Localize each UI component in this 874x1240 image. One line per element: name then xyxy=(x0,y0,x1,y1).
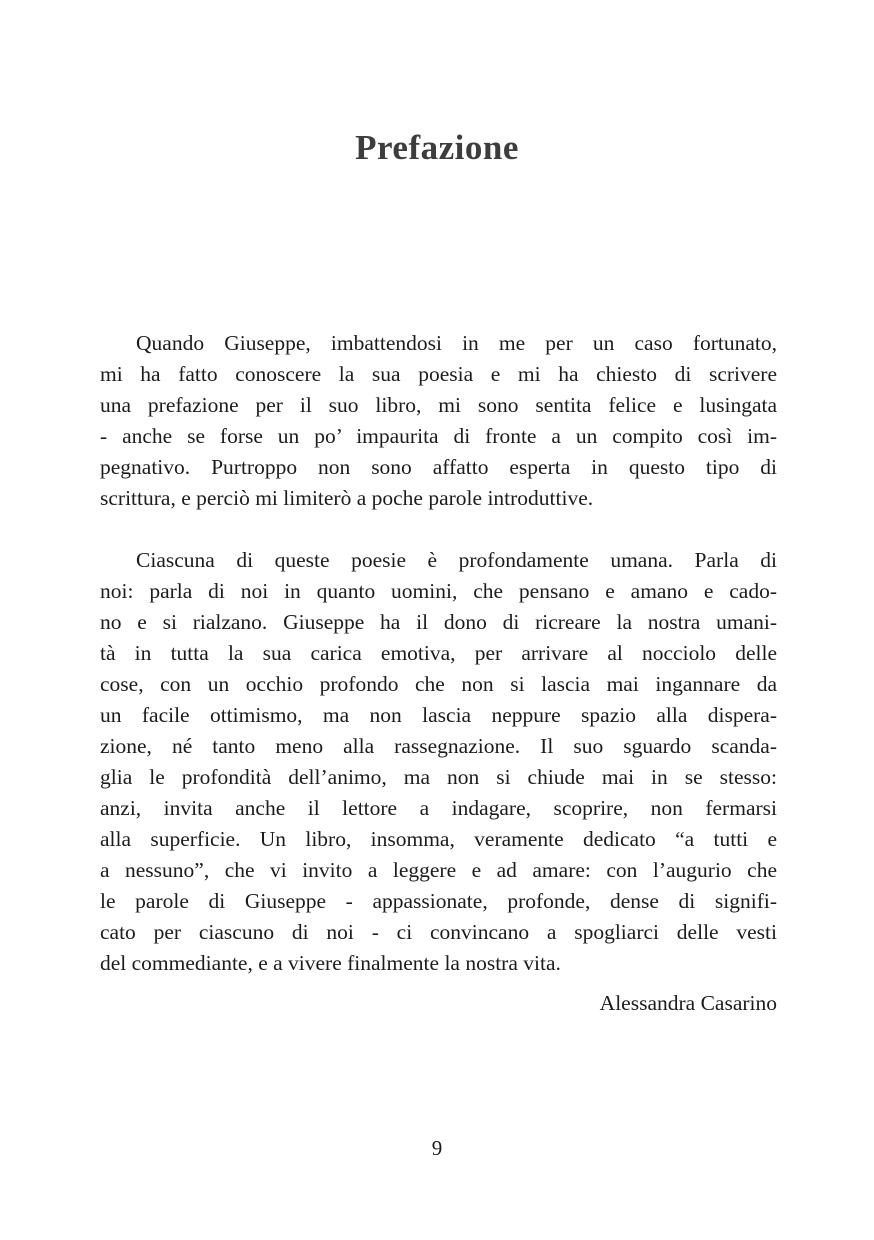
text-line: tà in tutta la sua carica emotiva, per arrivare al nocciolo delle xyxy=(100,641,777,665)
text-line: zione, né tanto meno alla rassegnazione. Il suo sguardo scanda- xyxy=(100,734,777,758)
text-line: Ciascuna di queste poesie è profondamente umana. Parla di xyxy=(136,548,777,572)
text-line: anzi, invita anche il lettore a indagare, scoprire, non fermarsi xyxy=(100,796,777,820)
text-line: - anche se forse un po’ impaurita di fronte a un compito così im- xyxy=(100,424,777,448)
paragraph xyxy=(100,545,777,979)
text-line: pegnativo. Purtroppo non sono affatto esperta in questo tipo di xyxy=(100,455,777,479)
paragraph xyxy=(100,328,777,514)
text-line: cose, con un occhio profondo che non si lascia mai ingannare da xyxy=(100,672,777,696)
text-line: cato per ciascuno di noi - ci convincano a spogliarci delle vesti xyxy=(100,920,777,944)
text-line: Quando Giuseppe, imbattendosi in me per un caso fortunato, xyxy=(136,331,777,355)
text-line: una prefazione per il suo libro, mi sono sentita felice e lusingata xyxy=(100,393,777,417)
text-line: scrittura, e perciò mi limiterò a poche parole introduttive. xyxy=(100,486,594,510)
preface-body-text xyxy=(100,328,777,979)
text-line: del commediante, e a vivere finalmente la nostra vita. xyxy=(100,951,561,975)
text-line: alla superficie. Un libro, insomma, veramente dedicato “a tutti e xyxy=(100,827,777,851)
author-signature: Alessandra Casarino xyxy=(599,991,777,1015)
text-line: le parole di Giuseppe - appassionate, profonde, dense di signifi- xyxy=(100,889,777,913)
page-title: Prefazione xyxy=(355,128,519,167)
text-line: a nessuno”, che vi invito a leggere e ad amare: con l’augurio che xyxy=(100,858,777,882)
text-line: un facile ottimismo, ma non lascia neppure spazio alla dispera- xyxy=(100,703,777,727)
page-number: 9 xyxy=(431,1136,443,1160)
text-line: mi ha fatto conoscere la sua poesia e mi ha chiesto di scrivere xyxy=(100,362,777,386)
text-line: glia le profondità dell’animo, ma non si chiude mai in se stesso: xyxy=(100,765,777,789)
text-line: no e si rialzano. Giuseppe ha il dono di ricreare la nostra umani- xyxy=(100,610,777,634)
text-line: noi: parla di noi in quanto uomini, che pensano e amano e cado- xyxy=(100,579,777,603)
